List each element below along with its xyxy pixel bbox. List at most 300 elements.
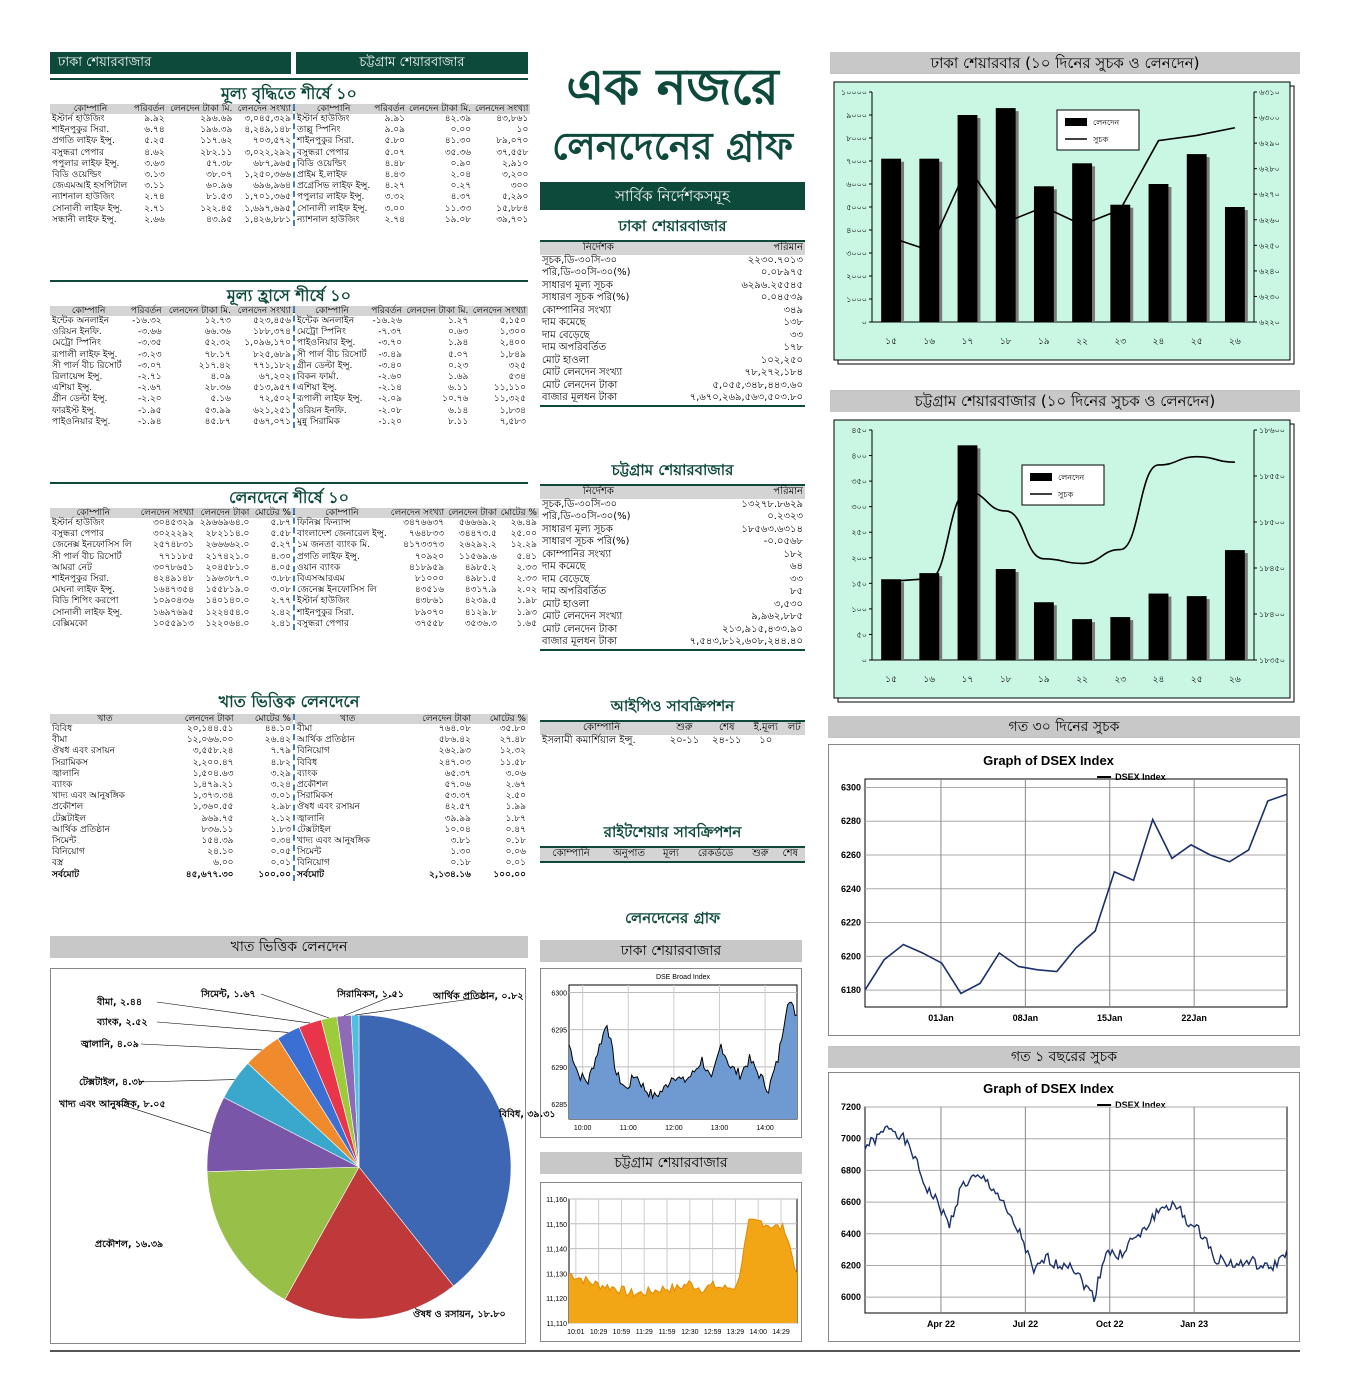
- gainer-ctg-cell: ৩৫.৩৬: [444, 147, 472, 158]
- gainer-ctg-col-header: পরিবর্তন: [374, 104, 406, 114]
- y2-tick-label: ৬২৮০: [1259, 164, 1280, 174]
- last1y-chart: [828, 1072, 1300, 1342]
- turnover-ctg-cell: জেনেক্স ইনফোসিস লি: [297, 585, 377, 596]
- x-tick-label: Apr 22: [926, 1319, 955, 1329]
- index-ctg-cell: সাধারণ সূচক পরি(%): [542, 536, 630, 547]
- gainer-dhaka-row: [50, 159, 293, 170]
- loser-ctg-row: [295, 372, 528, 383]
- gainer-ctg-header: [295, 104, 530, 114]
- sector-dhaka-row: [50, 870, 293, 881]
- sector-ctg-cell: ০.১৮: [450, 858, 471, 869]
- sector-dhaka-cell: বস্ত্র: [52, 858, 64, 869]
- y2-tick-label: ৬২৫০: [1259, 241, 1280, 251]
- index-dhaka-cell: ১০২,২৫০: [760, 354, 803, 366]
- loser-ctg-cell: সী পার্ল বীচ রিসোর্ট: [297, 349, 367, 360]
- sector-dhaka-cell: ৯৬৯.৭৫: [201, 813, 234, 824]
- loser-dhaka-cell: রূপালী লাইফ ইন্সু.: [52, 349, 118, 360]
- turnover-ctg-cell: ৩৫৩৬.৩: [464, 618, 497, 629]
- loser-ctg-cell: ১,৩০০: [499, 327, 526, 338]
- gainer-dhaka-cell: বসুন্ধরা পেপার: [52, 147, 104, 158]
- turnover-ctg-cell: ১২.২৯: [510, 540, 537, 551]
- turnover-dhaka-cell: ৩.০৮: [270, 585, 291, 596]
- gainer-ctg-row: [295, 170, 530, 181]
- loser-ctg-cell: -৭.৩৭: [378, 327, 402, 338]
- y-tick-label: ০: [861, 656, 867, 665]
- turnover-dhaka-row: [50, 529, 293, 540]
- loser-ctg-row: [295, 417, 528, 428]
- gainer-dhaka-cell: ৩,০২২,২৯২: [244, 147, 291, 158]
- index-dhaka-row: [540, 355, 805, 368]
- sector-ctg-row: [295, 825, 528, 836]
- indices-title: সার্বিক নির্দেশকসমূহ: [540, 182, 805, 210]
- turnover-title: লেনদেনে শীর্ষে ১০: [50, 482, 528, 515]
- sector-ctg-cell: ১.৩০: [450, 847, 471, 858]
- sector-dhaka-cell: ব্যাংক: [52, 780, 73, 791]
- gainer-ctg-cell: ৪.২৭: [384, 181, 406, 192]
- loser-ctg-col-header: লেনদেন সংখ্যা: [470, 306, 528, 316]
- index-dhaka-cell: ৫,০৫৫,৩৪৮,৪৪৩.৬০: [712, 379, 803, 391]
- loser-ctg-cell: ০.২৩: [447, 360, 469, 371]
- loser-dhaka-row: [50, 350, 293, 361]
- gainer-dhaka-cell: ৬৯৬,৯৬৪: [253, 181, 291, 192]
- index-ctg-row: [540, 599, 805, 612]
- index-dhaka-header: [540, 242, 805, 255]
- sector-dhaka-cell: টেক্সটাইল: [52, 813, 87, 824]
- sector-dhaka-cell: ২০,১৪৪.৫১: [186, 724, 234, 734]
- turnover-dhaka-row: [50, 619, 293, 630]
- x-tick-label: ১৮: [999, 675, 1012, 685]
- gainer-dhaka-cell: ২.৭৪: [144, 192, 165, 203]
- index-ctg-row: [540, 524, 805, 537]
- rights-table: [540, 848, 805, 861]
- turnover-ctg-cell: ১ম জনতা ব্যাংক মি.: [297, 540, 371, 551]
- rights-col-header: কোম্পানি: [540, 848, 602, 861]
- gainer-ctg-cell: ন্যাশনাল হাউজিং: [297, 214, 360, 225]
- index-dhaka-cell: ৩৪৯: [783, 304, 803, 316]
- loser-ctg-cell: -২.৬০: [378, 372, 402, 383]
- cse-intraday-chart: [540, 1182, 802, 1342]
- loser-dhaka-cell: এশিয়া ইন্সু.: [52, 383, 93, 394]
- turnover-dhaka-cell: ৭৭১১৮৫: [158, 551, 194, 562]
- y-tick-label: 7200: [840, 1102, 861, 1112]
- chart-title: DSE Broad Index: [655, 974, 711, 981]
- x-tick-label: ১৯: [1038, 337, 1050, 347]
- y-tick-label: 6240: [840, 883, 861, 894]
- rights-col-header: মূল্য: [656, 848, 686, 861]
- gainer-dhaka-cell: ৭০৩,৫৭২: [253, 136, 291, 147]
- loser-dhaka-cell: -১৬.৩২: [132, 316, 162, 326]
- turnover-ctg-cell: ৩৪৭৬৬৩৭: [403, 518, 445, 528]
- turnover-ctg-cell: ইস্টার্ন হাউজিং: [297, 596, 350, 607]
- cse10-title: চট্টগ্রাম শেয়ারবাজার (১০ দিনের সুচক ও লেনদেন): [830, 390, 1300, 412]
- sector-ctg-cell: ৫৭.০৬: [444, 780, 471, 791]
- bar: [1149, 184, 1169, 322]
- rights-col-header: অনুপাত: [602, 848, 656, 861]
- headline-sub: লেনদেনের গ্রাফ: [552, 124, 793, 168]
- loser-dhaka-cell: -২.৬৭: [137, 383, 162, 394]
- gainer-ctg-cell: ২,৯১০: [502, 158, 529, 169]
- bar: [1110, 205, 1130, 322]
- loser-ctg-cell: -১৬.২৬: [372, 316, 402, 326]
- index-dhaka-row: [540, 330, 805, 343]
- y-tick-label: ২০০০: [846, 272, 867, 281]
- bar: [919, 159, 939, 322]
- y2-tick-label: ৬২৭০: [1259, 190, 1280, 200]
- pie-label: প্রকৌশল, ১৬.৩৯: [95, 1239, 164, 1250]
- index-dhaka-row: [540, 342, 805, 355]
- loser-dhaka-col-header: লেনদেন সংখ্যা: [233, 306, 293, 316]
- last30-chart: [828, 744, 1300, 1036]
- loser-ctg-cell: ২,৪০০: [499, 338, 526, 349]
- index-ctg-row: [540, 511, 805, 524]
- pie-label: খাদ্য এবং আনুষঙ্গিক, ৮.০৫: [59, 1099, 166, 1110]
- index-ctg-cell: -০.০৫৬৮: [763, 536, 803, 547]
- gainer-dhaka-cell: ২.৭১: [144, 203, 165, 214]
- turnover-ctg-col-header: লেনদেন সংখ্যা: [390, 508, 445, 518]
- sector-dhaka-row: [50, 802, 293, 813]
- turnover-dhaka-cell: বিডি শিপিং করপো: [52, 596, 119, 607]
- index-ctg-cell: দাম অপরিবর্তিত: [542, 586, 607, 597]
- sector-dhaka-cell: বিনিয়োগ: [52, 847, 85, 858]
- y-tick-label: ৪০০: [851, 451, 867, 461]
- sector-dhaka-row: [50, 836, 293, 847]
- ipo-cell: ২৪-১১: [711, 734, 742, 746]
- sector-ctg-row: [295, 814, 528, 825]
- sector-ctg-cell: ০.০৬: [505, 847, 526, 858]
- sector-ctg-row: [295, 791, 528, 802]
- gainer-dhaka-row: [50, 192, 293, 203]
- gainer-ctg-row: [295, 204, 530, 215]
- bar: [1225, 207, 1245, 322]
- ipo-cell: ১০: [759, 734, 773, 746]
- index-ctg-row: [540, 611, 805, 624]
- loser-ctg-cell: রূপালী লাইফ ইন্সু.: [297, 394, 363, 405]
- loser-dhaka-row: [50, 372, 293, 383]
- x-tick-label: 12:30: [681, 1329, 699, 1336]
- gainer-ctg-cell: ৩৭,৫৫৮: [496, 147, 529, 158]
- sector-dhaka-col-header: খাত: [50, 714, 160, 724]
- gainer-ctg-cell: বসুন্ধরা পেপার: [297, 147, 349, 158]
- index-ctg-cell: ০.২৩২৩: [767, 511, 803, 522]
- loser-dhaka-cell: ৫২৩,৪৫৬: [253, 316, 291, 326]
- loser-dhaka-row: [50, 394, 293, 405]
- ipo-col-header: লট: [784, 722, 805, 735]
- bar: [1072, 163, 1092, 322]
- gainers-dhaka-table: [50, 104, 293, 226]
- loser-ctg-header: [295, 306, 528, 316]
- index-ctg-cell: ৯,৯৬২,৮৮৫: [751, 611, 803, 622]
- cse10-chart: [830, 418, 1300, 708]
- sector-dhaka-cell: প্রকৌশল: [52, 802, 84, 813]
- turnover-dhaka-cell: ৫.৫৮: [270, 529, 291, 540]
- y-tick-label: 6260: [840, 850, 861, 860]
- turnover-ctg-row: [295, 619, 539, 630]
- loser-ctg-cell: ৫,১৫০: [499, 316, 526, 326]
- loser-ctg-cell: মেট্রো স্পিনিং: [297, 327, 346, 338]
- x-tick-label: ২৬: [1229, 337, 1241, 347]
- gainer-dhaka-cell: ইস্টার্ন হাউজিং: [52, 114, 105, 124]
- index-dhaka-row: [540, 267, 805, 280]
- y-tick-label: 6200: [840, 1260, 861, 1271]
- sector-ctg-cell: ১০০.০০: [493, 869, 526, 880]
- y-tick-label: 6180: [840, 985, 861, 996]
- index-ctg-col-header: নির্দেশক: [540, 486, 657, 499]
- sector-ctg-cell: ৪২.৫৭: [444, 802, 471, 813]
- gainer-dhaka-cell: ৩.৬৩: [144, 158, 165, 169]
- y-tick-label: ১০০০০: [841, 88, 867, 97]
- losers-dhaka-table: [50, 306, 293, 428]
- sector-dhaka-row: [50, 847, 293, 858]
- bar: [958, 115, 978, 322]
- loser-ctg-cell: -২.০৮: [378, 405, 402, 416]
- loser-dhaka-cell: -৩.৩৫: [138, 338, 162, 349]
- rights-title: রাইটশেয়ার সাবক্রিপশন: [540, 820, 805, 847]
- gainer-ctg-row: [295, 114, 530, 125]
- pie-leader: [139, 1080, 235, 1082]
- index-dhaka-cell: বাজার মূলধন টাকা: [542, 392, 617, 403]
- loser-dhaka-cell: ৭৭১,১৮২: [253, 360, 291, 371]
- ipo-cell: ইসলামী কমার্শিয়াল ইন্সু.: [542, 734, 636, 746]
- index-dhaka-cell: সাধারণ মূল্য সূচক: [542, 279, 613, 291]
- sector-dhaka-row: [50, 724, 293, 735]
- sector-ctg-header: [295, 714, 528, 724]
- turnover-dhaka-cell: ২৫৭৪৮৩১: [152, 540, 194, 551]
- sector-ctg-cell: বিনিয়োগ: [297, 746, 330, 757]
- loser-ctg-cell: -৩.৭০: [378, 338, 402, 349]
- chart-title: Graph of DSEX Index: [983, 753, 1114, 768]
- index-dhaka-cell: ১৩৮: [783, 317, 803, 328]
- sector-ctg-cell: ১১.৫৮: [499, 757, 526, 768]
- gainer-ctg-col-header: লেনদেন টাকা মি.: [409, 104, 472, 114]
- rights-col-header: শেষ: [776, 848, 805, 861]
- gainer-ctg-row: [295, 181, 530, 192]
- gainer-dhaka-cell: ৯.৯২: [144, 114, 165, 124]
- index-ctg-cell: ২১৩,৯১৫,৪৩৩.৯০: [722, 623, 803, 635]
- dse-intraday-title: ঢাকা শেয়ারবাজার: [540, 940, 802, 962]
- sector-dhaka-cell: ১,৩৭৩.৩৪: [192, 791, 234, 802]
- bar: [1187, 154, 1207, 322]
- gainer-dhaka-cell: ২.৬৬: [144, 214, 165, 225]
- x-tick-label: 22Jan: [1181, 1013, 1207, 1023]
- gainer-dhaka-cell: ৩.১৩: [144, 170, 165, 181]
- loser-dhaka-row: [50, 316, 293, 327]
- sector-ctg-cell: বিনিয়োগ: [297, 858, 330, 869]
- sector-dhaka-cell: খাদ্য এবং আনুষঙ্গিক: [52, 791, 125, 802]
- sector-dhaka-row: [50, 735, 293, 746]
- turnover-dhaka-cell: ২.৭৭: [270, 596, 291, 607]
- turnover-dhaka-cell: আমরা নেট: [52, 562, 92, 573]
- x-tick-label: ১৭: [961, 337, 974, 347]
- turnover-ctg-cell: ৪৩৫১৬: [414, 585, 445, 596]
- index-ctg-cell: মোট লেনদেন সংখ্যা: [542, 611, 623, 622]
- gainer-dhaka-cell: শাইনপুকুর সিরা.: [52, 125, 110, 136]
- gainer-dhaka-cell: ১,৭০১,৩৬৫: [244, 192, 291, 203]
- gainer-ctg-cell: ৫,২৯০: [502, 192, 529, 203]
- loser-dhaka-cell: ৬৬.৩৬: [204, 327, 231, 338]
- plot-frame: [865, 779, 1287, 1007]
- turnover-dhaka-col-header: লেনদেন সংখ্যা: [137, 508, 196, 518]
- turnover-dhaka-cell: ১২২৪৫৪.০: [205, 607, 250, 618]
- index-ctg-row: [540, 624, 805, 637]
- sector-dhaka-cell: জ্বালানি: [52, 768, 80, 779]
- loser-ctg-cell: ৬.১১: [447, 383, 469, 394]
- ipo-col-header: শেষ: [706, 722, 748, 735]
- sector-ctg-cell: ২,১৩৪.১৬: [428, 869, 471, 880]
- loser-dhaka-cell: ৫৬৭,০৭১: [253, 416, 291, 427]
- turnover-dhaka-row: [50, 540, 293, 551]
- loser-dhaka-cell: ৮২৫,৬৮৯: [253, 349, 291, 360]
- turnover-ctg-row: [295, 608, 539, 619]
- y2-tick-label: ৬২৩০: [1259, 292, 1280, 302]
- index-ctg-cell: ১৮২: [783, 548, 803, 560]
- loser-ctg-cell: ১,৮৩৪: [499, 405, 526, 416]
- turnover-dhaka-cell: জেনেক্স ইনফোসিস লি: [52, 540, 132, 551]
- index-dhaka-cell: দাম অপরিবর্তিত: [542, 342, 607, 353]
- gainer-dhaka-cell: ১,৪২৬,৮৮১: [244, 214, 291, 225]
- turnover-ctg-cell: ২৬২৯২.২: [458, 540, 497, 551]
- index-ctg-cell: পরি,ডি-৩০সি-৩০(%): [542, 511, 631, 522]
- sector-pie-svg: [51, 969, 556, 1345]
- gainer-ctg-cell: পপুলার লাইফ ইন্সু.: [297, 192, 365, 203]
- sector-dhaka-row: [50, 825, 293, 836]
- y2-tick-label: ১৮৩৫০: [1259, 656, 1285, 665]
- x-tick-label: ২২: [1076, 675, 1088, 685]
- gainer-dhaka-cell: ১,৬৯৭,৬৯৫: [244, 203, 291, 214]
- loser-dhaka-row: [50, 417, 293, 428]
- pie-label: ব্যাংক, ২.৫২: [97, 1017, 148, 1028]
- loser-dhaka-cell: মেট্রো স্পিনিং: [52, 338, 101, 349]
- gainer-ctg-row: [295, 192, 530, 203]
- turnover-ctg-cell: ৩৭৫৫৮: [414, 618, 445, 629]
- turnover-ctg-cell: ১.৬৫: [516, 618, 537, 629]
- bar: [919, 573, 939, 660]
- turnover-dhaka-cell: ৪২৪৯১৪৮: [152, 574, 194, 585]
- turnover-ctg-cell: ১.৯৩: [516, 607, 537, 618]
- loser-ctg-col-header: কোম্পানি: [295, 306, 369, 316]
- sector-dhaka-cell: ১৫৪.৩৯: [201, 836, 234, 847]
- turnover-ctg-cell: শাইনপুকুর সিরা.: [297, 607, 355, 618]
- gainer-ctg-cell: ৪১.৩০: [444, 136, 472, 147]
- gainer-dhaka-col-header: পরিবর্তন: [131, 104, 167, 114]
- gainer-ctg-cell: ইস্টার্ন হাউজিং: [297, 114, 350, 124]
- pie-label: ঔষধ ও রসায়ন, ১৮.৮০: [413, 1309, 506, 1320]
- gainer-dhaka-cell: ৪৩.৯৫: [206, 214, 233, 225]
- x-tick-label: 12:59: [703, 1329, 722, 1336]
- losers-ctg-table: [295, 306, 528, 428]
- legend-line-label: সুচক: [1058, 490, 1074, 499]
- gainer-ctg-row: [295, 136, 530, 147]
- gainer-ctg-cell: ১০: [516, 125, 529, 136]
- loser-ctg-cell: এশিয়া ইন্সু.: [297, 383, 338, 394]
- turnover-ctg-cell: ৪২৩৯.৫: [464, 596, 497, 607]
- y-tick-label: ২০০: [851, 553, 867, 563]
- y-tick-label: ৭০০০: [846, 157, 867, 166]
- loser-ctg-cell: মুন্নু সিরামিক: [297, 416, 340, 427]
- turnover-ctg-cell: বসুন্ধরা পেপার: [297, 618, 349, 629]
- loser-ctg-row: [295, 316, 528, 327]
- sector-ctg-row: [295, 802, 528, 813]
- index-ctg-row: [540, 561, 805, 574]
- loser-dhaka-cell: -১.৯৪: [138, 416, 162, 427]
- turnover-dhaka-cell: ৪.০৫: [270, 562, 291, 573]
- gainer-ctg-cell: ৯.০৯: [384, 125, 406, 136]
- loser-dhaka-cell: ৫২.৩২: [204, 338, 231, 349]
- loser-dhaka-header: [50, 306, 293, 316]
- loser-dhaka-cell: রিলায়েন্স ইন্সু.: [52, 372, 103, 383]
- last30-svg: [829, 745, 1301, 1037]
- legend-label: DSEX Index: [1115, 1100, 1166, 1110]
- bar: [1034, 602, 1054, 660]
- index-dhaka-cell: সাধারণ সূচক পরি(%): [542, 292, 630, 303]
- turnover-dhaka-cell: ২৯৬৬৯৬৪.০: [199, 518, 250, 528]
- sector-ctg-cell: ৩.০৬: [505, 768, 526, 779]
- y2-tick-label: ১৮৫০০: [1259, 518, 1285, 527]
- pie-leader: [141, 1044, 262, 1050]
- index-ctg-cell: দাম বেড়েছে: [542, 573, 590, 585]
- sector-dhaka-cell: ০.০১: [270, 858, 291, 869]
- sector-ctg-cell: বিবিধ: [297, 757, 318, 768]
- sector-dhaka-cell: ১০০.০০: [258, 869, 291, 880]
- gainer-dhaka-row: [50, 114, 293, 125]
- cse-intraday-title: চট্টগ্রাম শেয়ারবাজার: [540, 1152, 802, 1174]
- sector-ctg-cell: ৩৯.৯৯: [444, 813, 471, 824]
- gainer-ctg-cell: ০.০০: [450, 125, 472, 136]
- y-tick-label: 6600: [840, 1197, 861, 1208]
- index-dhaka-cell: মোট হাওলা: [542, 354, 590, 366]
- loser-ctg-row: [295, 406, 528, 417]
- turnover-ctg-cell: ২.৩৩: [516, 562, 537, 573]
- loser-ctg-cell: ৭,৫৮৩: [499, 416, 526, 427]
- gainer-dhaka-row: [50, 125, 293, 136]
- turnover-ctg-cell: ৪৯৮৫.২: [464, 562, 497, 573]
- gainer-dhaka-cell: বিডি ওয়েল্ডিং: [52, 170, 102, 181]
- index-ctg-cell: সাধারণ মূল্য সূচক: [542, 523, 613, 535]
- loser-dhaka-cell: সী পার্ল বীচ রিসোর্ট: [52, 360, 122, 371]
- turnover-ctg-col-header: লেনদেন টাকা: [448, 508, 497, 518]
- loser-dhaka-row: [50, 406, 293, 417]
- turnover-dhaka-cell: বসুন্ধরা পেপার: [52, 529, 104, 540]
- x-tick-label: 10:29: [589, 1329, 608, 1336]
- bar: [1072, 619, 1092, 660]
- x-tick-label: ১৭: [961, 675, 974, 685]
- loser-ctg-cell: ইন্টেক অনলাইন: [297, 316, 355, 326]
- loser-ctg-cell: ৬.১৪: [447, 405, 469, 416]
- y2-tick-label: ১৮৬০০: [1259, 426, 1285, 435]
- gainer-dhaka-cell: ১২২.৪৫: [200, 203, 233, 214]
- y-tick-label: ৩০০০: [846, 249, 867, 258]
- sector-ctg-col-header: খাত: [295, 714, 401, 724]
- loser-ctg-cell: ১০.৭৬: [442, 394, 469, 405]
- sector-ctg-row: [295, 847, 528, 858]
- index-ctg-cell: ১৩২৭৮.৮৬২৯: [741, 498, 803, 510]
- loser-dhaka-cell: ৬৭,২০২: [258, 372, 291, 383]
- index-dhaka-cell: মোট লেনদেন টাকা: [542, 379, 618, 391]
- y2-tick-label: ১৮৫৫০: [1259, 472, 1285, 481]
- loser-dhaka-col-header: পরিবর্তন: [127, 306, 163, 316]
- sector-pie-title: খাত ভিত্তিক লেনদেন: [50, 936, 528, 958]
- turnover-section: [50, 508, 537, 684]
- loser-dhaka-cell: পাইওনিয়ার ইন্সু.: [52, 416, 111, 427]
- losers-section: [50, 306, 528, 478]
- turnover-dhaka-row: [50, 574, 293, 585]
- gainer-ctg-col-header: কোম্পানি: [295, 104, 372, 114]
- gainer-dhaka-cell: সন্ধানী লাইফ ইন্সু.: [52, 214, 117, 225]
- gainer-dhaka-row: [50, 181, 293, 192]
- turnover-dhaka-cell: ১৬৪৭৩৫৪: [152, 585, 194, 596]
- x-tick-label: 14:00: [756, 1125, 774, 1132]
- index-dhaka-cell: ৭,৬৭০,২৬৯,৫৬৩,৫০৩.৮০: [689, 392, 803, 403]
- turnover-dhaka-col-header: লেনদেন টাকা: [196, 508, 252, 518]
